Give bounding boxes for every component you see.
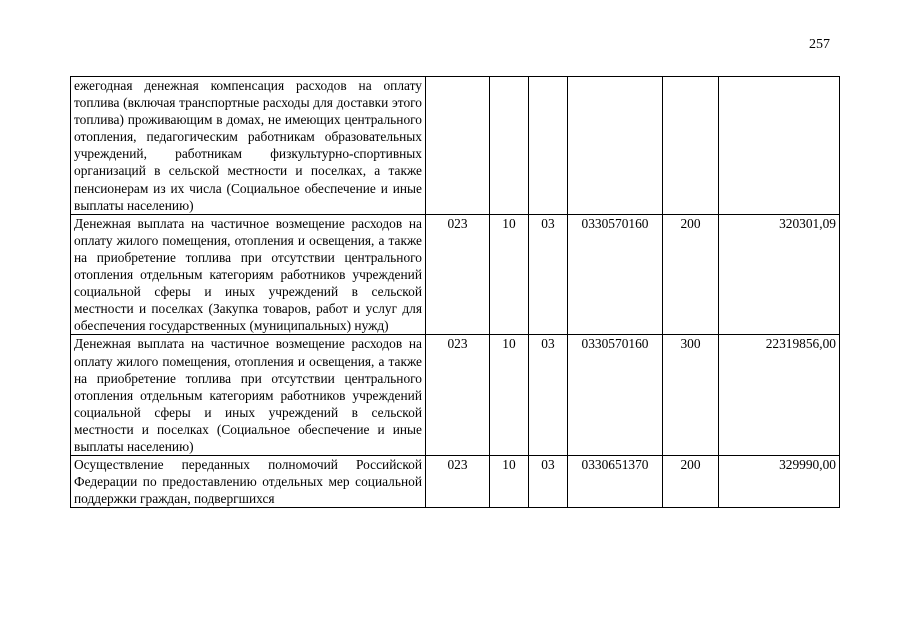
ministry-code-cell: 023 [426,335,490,456]
target-article-cell: 0330651370 [568,456,663,508]
expense-type-cell [663,77,719,215]
section-code-cell: 10 [490,214,529,335]
subsection-code-cell [529,77,568,215]
row-name-cell: Денежная выплата на частичное возмещение расходов на оплату жилого помещения, отопления и освещения, а также на приобретение топлива при отсутствии центрального отопления отдельным категориям работников учреждений социальной сферы и иных учреждений в сельской местности и поселках (Социальное обеспечение и иные выплаты населению) [71,335,426,456]
section-code-cell [490,77,529,215]
page-number: 257 [809,37,830,52]
expense-type-cell: 200 [663,456,719,508]
sum-cell: 320301,09 [719,214,840,335]
target-article-cell: 0330570160 [568,214,663,335]
subsection-code-cell: 03 [529,335,568,456]
row-name-cell: Осуществление переданных полномочий Российской Федерации по предоставлению отдельных мер социальной поддержки граждан, подвергшихся [71,456,426,508]
table-row [71,456,840,508]
section-code-cell: 10 [490,456,529,508]
sum-cell: 329990,00 [719,456,840,508]
table-row [71,214,840,335]
sum-cell [719,77,840,215]
section-code-cell: 10 [490,335,529,456]
ministry-code-cell [426,77,490,215]
target-article-cell: 0330570160 [568,335,663,456]
table-row [71,77,840,215]
table-row [71,335,840,456]
subsection-code-cell: 03 [529,456,568,508]
subsection-code-cell: 03 [529,214,568,335]
budget-table [70,76,840,508]
sum-cell: 22319856,00 [719,335,840,456]
expense-type-cell: 300 [663,335,719,456]
row-name-cell: ежегодная денежная компенсация расходов на оплату топлива (включая транспортные расходы для доставки этого топлива) проживающим в домах, не имеющих центрального отопления, педагогическим работникам образовательных учреждений, работникам физкультурно-спортивных организаций в сельской местности и поселках, а также пенсионерам из их числа (Социальное обеспечение и иные выплаты населению) [71,77,426,215]
row-name-cell: Денежная выплата на частичное возмещение расходов на оплату жилого помещения, отопления и освещения, а также на приобретение топлива при отсутствии центрального отопления отдельным категориям работников учреждений социальной сферы и иных учреждений в сельской местности и поселках (Закупка товаров, работ и услуг для обеспечения государственных (муниципальных) нужд) [71,214,426,335]
ministry-code-cell: 023 [426,456,490,508]
expense-type-cell: 200 [663,214,719,335]
ministry-code-cell: 023 [426,214,490,335]
target-article-cell [568,77,663,215]
